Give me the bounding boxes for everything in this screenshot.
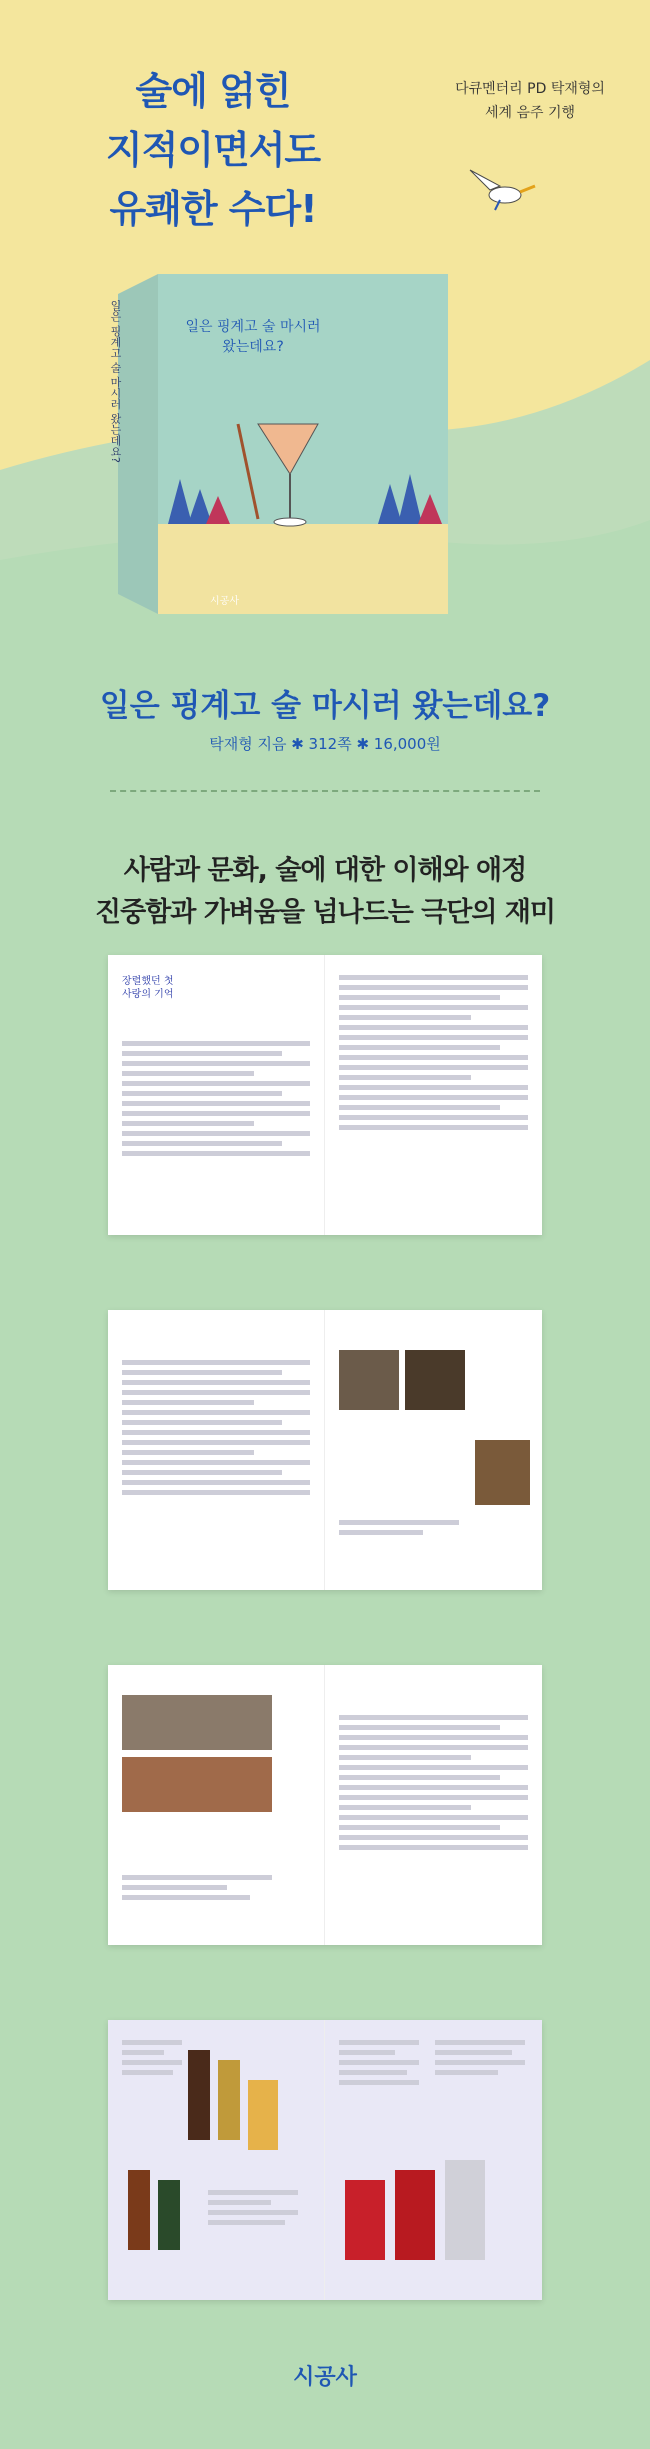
bottle-icon (158, 2180, 180, 2250)
bottle-icon (345, 2180, 385, 2260)
photo-people (122, 1757, 272, 1812)
photo-beer-bottles (339, 1350, 399, 1410)
tagline-line-2: 진중함과 가벼움을 넘나드는 극단의 재미 (95, 896, 555, 928)
footer-logo: 시공사 (293, 2365, 357, 2390)
headline-line-1: 술에 얽힌 (135, 69, 291, 113)
tagline-line-1: 사람과 문화, 술에 대한 이해와 애정 (123, 855, 527, 886)
photo-bar (405, 1350, 465, 1410)
subline-2: 세계 음주 기행 (484, 104, 576, 121)
photo-landscape (122, 1695, 272, 1750)
bottle-icon (445, 2160, 485, 2260)
hero-subline (430, 78, 630, 126)
cover-title: 일은 핑계고 술 마시러 왔는데요? (185, 319, 321, 355)
photo-shelf (475, 1440, 530, 1505)
divider (110, 790, 540, 792)
cover-publisher-logo: 시공사 (210, 596, 239, 607)
book-title: 일은 핑계고 술 마시러 왔는데요? (99, 688, 551, 724)
headline-line-2: 지적이면서도 (105, 127, 321, 172)
spread-1 (108, 955, 542, 1235)
bird-icon (470, 170, 535, 210)
glass-icon (248, 2080, 278, 2150)
tagline (0, 850, 650, 934)
subline-1: 다큐멘터리 PD 탁재형의 (455, 81, 605, 97)
spread-3 (108, 1665, 542, 1945)
spread-2 (108, 1310, 542, 1590)
chapter-title: 장렬했던 첫사랑의 기억 (122, 976, 174, 1000)
spread-4 (108, 2020, 542, 2300)
book-meta: 탁재형 지음 ✱ 312쪽 ✱ 16,000원 (209, 735, 441, 753)
bottle-icon (395, 2170, 435, 2260)
bottle-icon (188, 2050, 210, 2140)
hero-headline (38, 62, 388, 239)
headline-line-3: 유쾌한 수다! (109, 186, 317, 231)
cover-spine-title: 일은 핑계고 술 마시러 왔는데요? (109, 300, 122, 463)
bottle-icon (128, 2170, 150, 2250)
bottle-icon (218, 2060, 240, 2140)
